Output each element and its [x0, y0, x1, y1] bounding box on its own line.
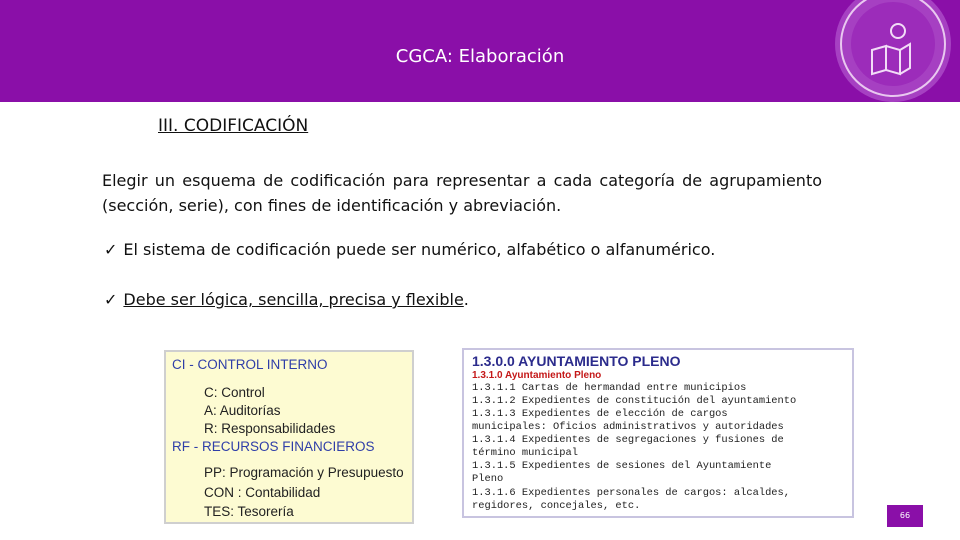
rf-item: TES: Tesorería — [204, 504, 294, 519]
rf-heading: RF - RECURSOS FINANCIEROS — [172, 439, 375, 454]
intro-paragraph — [102, 168, 822, 218]
bullet-emphasis: lógica, sencilla, precisa y flexible — [200, 290, 464, 309]
intro-lead: Elegir un esquema de codificación para representar a — [102, 171, 554, 190]
ci-item: C: Control — [204, 385, 265, 400]
ci-item: R: Responsabilidades — [204, 421, 336, 436]
ayuntamiento-codes-table — [462, 348, 854, 518]
rf-item: PP: Programación y Presupuesto — [204, 465, 404, 480]
bullet-suffix: . — [463, 290, 469, 309]
code-line: municipales: Oficios administrativos y autoridades — [472, 421, 784, 433]
code-line: 1.3.1.1 Cartas de hermandad entre municipios — [472, 382, 747, 394]
ci-item: A: Auditorías — [204, 403, 281, 418]
bullet-text: El sistema de codificación puede ser numérico, alfabético o alfanumérico. — [123, 240, 716, 259]
rf-item: CON : Contabilidad — [204, 485, 321, 500]
reader-book-icon — [826, 0, 956, 104]
ci-codes-table — [164, 350, 414, 524]
header-banner — [0, 0, 960, 102]
section-heading: III. CODIFICACIÓN — [158, 116, 309, 136]
ayuntamiento-subtitle: 1.3.1.0 Ayuntamiento Pleno — [472, 370, 602, 381]
code-line: Pleno — [472, 473, 504, 485]
code-line: 1.3.1.3 Expedientes de elección de cargos — [472, 408, 728, 420]
code-line: 1.3.1.4 Expedientes de segregaciones y fusiones de — [472, 434, 784, 446]
ayuntamiento-title: 1.3.0.0 AYUNTAMIENTO PLENO — [472, 353, 681, 369]
code-line: término municipal — [472, 447, 579, 459]
code-line: 1.3.1.6 Expedientes personales de cargos: alcaldes, — [472, 487, 791, 499]
checkmark-icon: ✓ — [104, 240, 118, 259]
code-line: 1.3.1.2 Expedientes de constitución del ayuntamiento — [472, 395, 797, 407]
intro-bold: cada categoría de agrupamiento (sección, serie), con fines de identificación y abreviación. — [102, 171, 823, 215]
page-title: CGCA: Elaboración — [395, 46, 565, 67]
ci-heading: CI - CONTROL INTERNO — [172, 357, 328, 372]
code-line: regidores, concejales, etc. — [472, 500, 641, 512]
bullet-item — [104, 240, 715, 259]
page-number: 66 — [887, 505, 923, 527]
bullet-item — [104, 290, 469, 309]
code-line: 1.3.1.5 Expedientes de sesiones del Ayuntamiente — [472, 460, 772, 472]
checkmark-icon: ✓ — [104, 290, 118, 309]
bullet-prefix: Debe ser — [123, 290, 201, 309]
